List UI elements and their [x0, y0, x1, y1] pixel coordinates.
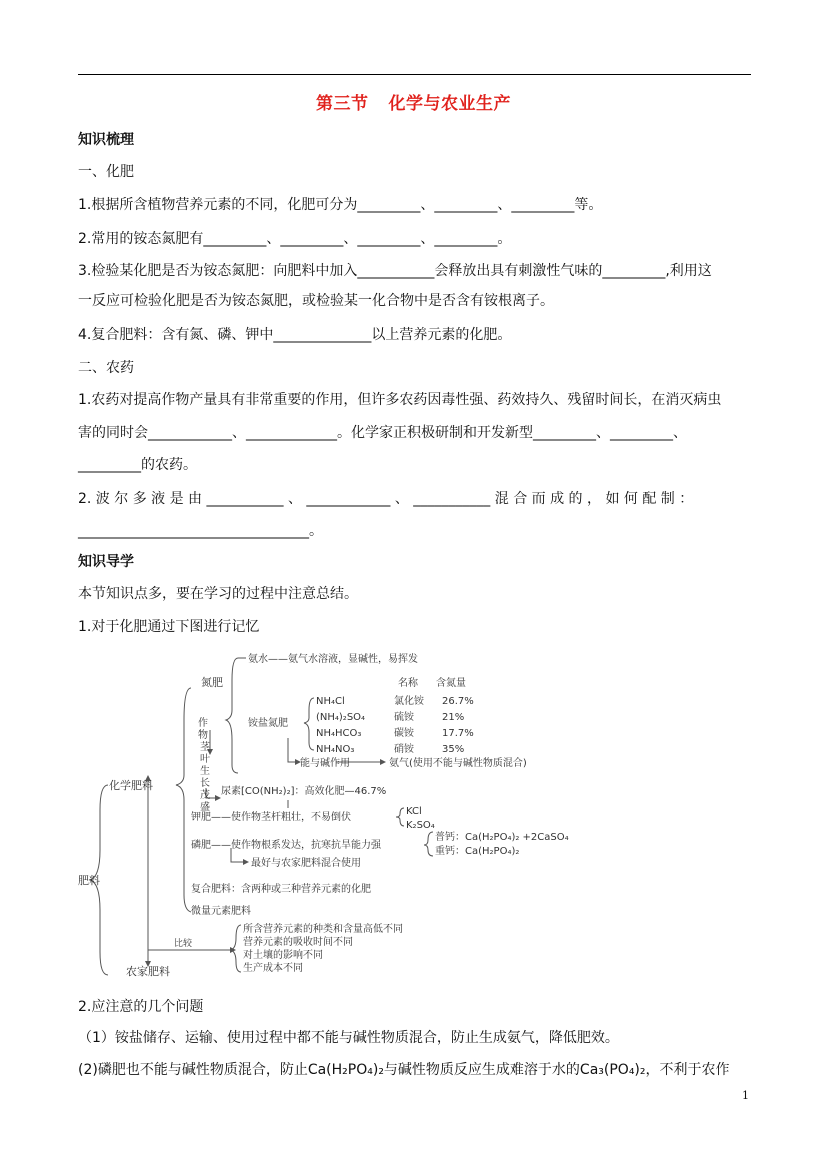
- diagram-salt-formula: NH₄HCO₃: [316, 728, 362, 739]
- diagram-p-note: 最好与农家肥料混合使用: [251, 858, 361, 869]
- page-number: 1: [742, 1089, 749, 1102]
- diagram-base-reaction: 能与碱作用: [300, 758, 350, 769]
- note-1: （1）铵盐储存、运输、使用过程中都不能与碱性物质混合，防止生成氨气，降低肥效。: [78, 1030, 619, 1046]
- diagram-potassium: 钾肥——使作物茎杆粗壮，不易倒伏: [191, 812, 351, 823]
- note-2: (2)磷肥也不能与碱性物质混合，防止Ca(H₂PO₄)₂与碱性物质反应生成难溶于水的Ca₃(PO₄)₂，不利于农作: [78, 1062, 730, 1078]
- diagram-col-name: 名称: [398, 678, 418, 689]
- diagram-salt-percent: 17.7%: [442, 728, 474, 739]
- title-topic: 化学与农业生产: [388, 94, 511, 114]
- diagram-compare-item: 营养元素的吸收时间不同: [243, 937, 353, 948]
- heading-knowledge-guide: 知识导学: [78, 554, 134, 570]
- pesticide-1-line2: 害的同时会____________、_____________。化学家正积极研制和开发新型_________、_________、: [78, 425, 687, 441]
- pesticide-1-line3: _________的农药。: [78, 457, 197, 473]
- diagram-ammonia-note: 氨气(使用不能与碱性物质混合): [389, 758, 527, 769]
- pesticide-2-line2: _________________________________。: [78, 523, 323, 539]
- diagram-salt-name: 碳铵: [394, 728, 414, 739]
- diagram-compare-item: 生产成本不同: [243, 963, 303, 974]
- diagram-compound: 复合肥料：含两种或三种营养元素的化肥: [191, 884, 371, 895]
- diagram-compare: 比较: [174, 939, 193, 949]
- diagram-salt-percent: 21%: [442, 712, 465, 723]
- fertilizer-diagram: [76, 640, 596, 985]
- diagram-chem: 化学肥料: [109, 779, 153, 792]
- diagram-salt-percent: 26.7%: [442, 696, 474, 707]
- diagram-compare-rows: [243, 922, 403, 974]
- diagram-salt-name: 硝铵: [394, 744, 414, 755]
- question-2: 2.常用的铵态氮肥有_________、_________、_________、_________。: [78, 231, 512, 247]
- subheading-pesticide: 二、农药: [78, 360, 134, 376]
- diagram-salt-formula: NH₄Cl: [316, 696, 345, 707]
- question-3-line1: 3.检验某化肥是否为铵态氮肥：向肥料中加入___________会释放出具有刺激性气味的_________,利用这: [78, 263, 712, 279]
- diagram-nitrogen: 氮肥: [201, 676, 223, 689]
- diagram-k-item-2: K₂SO₄: [406, 820, 435, 831]
- pesticide-2-line1: 2. 波 尔 多 液 是 由 ___________ 、 ____________ 、 ___________ 混 合 而 成 的 ， 如 何 配 制 ：: [78, 491, 694, 507]
- diagram-p-item-2: 重钙：Ca(H₂PO₄)₂: [435, 846, 520, 857]
- diagram-micro: 微量元素肥料: [191, 906, 251, 917]
- diagram-salt-percent: 35%: [442, 744, 465, 755]
- diagram-p-item-1: 普钙：Ca(H₂PO₄)₂ +2CaSO₄: [435, 832, 569, 843]
- guide-item-2: 2.应注意的几个问题: [78, 999, 204, 1015]
- question-4: 4.复合肥料：含有氮、磷、钾中______________以上营养元素的化肥。: [78, 327, 512, 343]
- diagram-nitrogen-effect: 作物茎叶生长茂盛: [198, 718, 210, 813]
- header-rule: [78, 74, 751, 75]
- title-section: 第三节: [316, 94, 369, 114]
- diagram-col-content: 含氮量: [436, 678, 466, 689]
- guide-intro: 本节知识点多，要在学习的过程中注意总结。: [78, 586, 358, 602]
- diagram-salt-rows: [316, 694, 474, 755]
- pesticide-1-line1: 1.农药对提高作物产量具有非常重要的作用，但许多农药因毒性强、药效持久、残留时间长，在消灭病虫: [78, 392, 722, 408]
- diagram-salt-formula: (NH₄)₂SO₄: [316, 712, 366, 723]
- diagram-ammonium-salts: 铵盐氮肥: [248, 718, 288, 729]
- diagram-salt-name: 硫铵: [394, 712, 414, 723]
- diagram-ammonia-water: 氨水——氨气水溶液，显碱性，易挥发: [248, 654, 418, 665]
- page-title: [0, 89, 827, 114]
- diagram-salt-name: 氯化铵: [394, 696, 424, 707]
- diagram-farm: 农家肥料: [126, 965, 170, 978]
- diagram-compare-item: 对土壤的影响不同: [243, 950, 323, 961]
- guide-item-1: 1.对于化肥通过下图进行记忆: [78, 619, 260, 635]
- question-3-line2: 一反应可检验化肥是否为铵态氮肥，或检验某一化合物中是否含有铵根离子。: [78, 293, 554, 309]
- question-1: 1.根据所含植物营养元素的不同，化肥可分为_________、_________、_________等。: [78, 197, 603, 213]
- diagram-root: 肥料: [78, 874, 100, 887]
- diagram-urea: 尿素[CO(NH₂)₂]：高效化肥—46.7%: [221, 786, 387, 797]
- diagram-compare-item: 所含营养元素的种类和含量高低不同: [243, 924, 403, 935]
- diagram-salt-formula: NH₄NO₃: [316, 744, 355, 755]
- diagram-phosphorus: 磷肥——使作物根系发达，抗寒抗旱能力强: [191, 840, 381, 851]
- subheading-fertilizer: 一、化肥: [78, 164, 134, 180]
- heading-knowledge-review: 知识梳理: [78, 132, 134, 148]
- diagram-k-item-1: KCl: [406, 806, 422, 817]
